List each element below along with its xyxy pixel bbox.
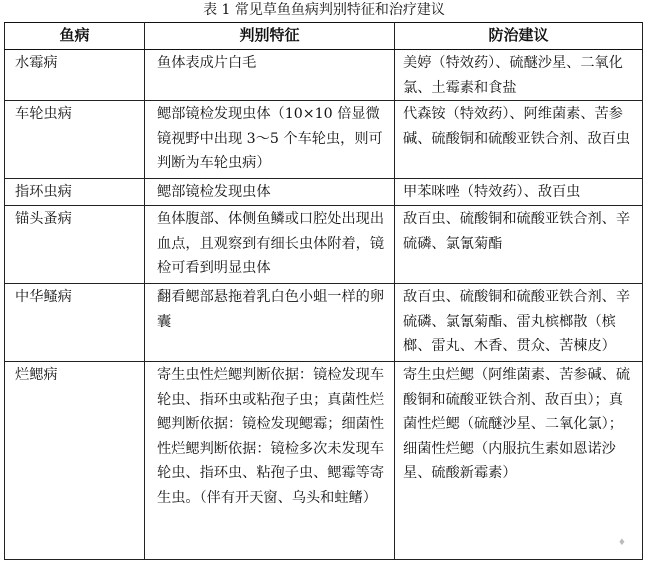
treatment-cell: 甲苯咪唑（特效药）、敌百虫 bbox=[395, 179, 643, 206]
treatment-cell: 寄生虫烂鳃（阿维菌素、苦参碱、硫酸铜和硫酸亚铁合剂、敌百虫）；真菌性烂鳃（硫醚沙星、二氧化氯）；细菌性烂鳃（内服抗生素如恩诺沙星、硫酸新霉素） bbox=[395, 362, 643, 560]
table-row bbox=[5, 362, 643, 560]
table-row bbox=[5, 179, 643, 206]
features-cell: 寄生虫性烂鳃判断依据：镜检发现车轮虫、指环虫或粘孢子虫；真菌性烂鳃判断依据：镜检发现鳃霉；细菌性性烂鳃判断依据：镜检多次未发现车轮虫、指环虫、粘孢子虫、鳃霉等寄生虫。（伴有开天窗、乌头和蛀鳍） bbox=[145, 362, 395, 560]
features-cell: 鳃部镜检发现虫体（10×10 倍显微镜视野中出现 3～5 个车轮虫，则可判断为车轮虫病） bbox=[145, 101, 395, 179]
header-disease: 鱼病 bbox=[5, 23, 145, 50]
header-treatment: 防治建议 bbox=[395, 23, 643, 50]
disease-name-cell: 锚头蚤病 bbox=[5, 206, 145, 284]
fish-disease-table bbox=[4, 22, 643, 560]
treatment-cell: 敌百虫、硫酸铜和硫酸亚铁合剂、辛硫磷、氯氰菊酯 bbox=[395, 206, 643, 284]
features-cell: 鳃部镜检发现虫体 bbox=[145, 179, 395, 206]
table-row bbox=[5, 284, 643, 362]
corner-mark: ♦ bbox=[617, 538, 626, 548]
treatment-cell: 敌百虫、硫酸铜和硫酸亚铁合剂、辛硫磷、氯氰菊酯、雷丸槟榔散（槟榔、雷丸、木香、贯众、苦楝皮） bbox=[395, 284, 643, 362]
table-row bbox=[5, 206, 643, 284]
features-cell: 鱼体腹部、体侧鱼鳞或口腔处出现出血点，且观察到有细长虫体附着，镜检可看到明显虫体 bbox=[145, 206, 395, 284]
header-features: 判别特征 bbox=[145, 23, 395, 50]
table-row bbox=[5, 101, 643, 179]
disease-name-cell: 水霉病 bbox=[5, 50, 145, 101]
disease-name-cell: 中华鳋病 bbox=[5, 284, 145, 362]
treatment-cell: 代森铵（特效药）、阿维菌素、苦参碱、硫酸铜和硫酸亚铁合剂、敌百虫 bbox=[395, 101, 643, 179]
table-header-row bbox=[5, 23, 643, 50]
features-cell: 翻看鳃部悬拖着乳白色小蛆一样的卵囊 bbox=[145, 284, 395, 362]
disease-name-cell: 车轮虫病 bbox=[5, 101, 145, 179]
features-cell: 鱼体表成片白毛 bbox=[145, 50, 395, 101]
treatment-cell: 美婷（特效药）、硫醚沙星、二氧化氯、土霉素和食盐 bbox=[395, 50, 643, 101]
disease-name-cell: 烂鳃病 bbox=[5, 362, 145, 560]
table-row bbox=[5, 50, 643, 101]
disease-name-cell: 指环虫病 bbox=[5, 179, 145, 206]
table-caption: 表 1 常见草鱼鱼病判别特征和治疗建议 bbox=[203, 2, 445, 18]
